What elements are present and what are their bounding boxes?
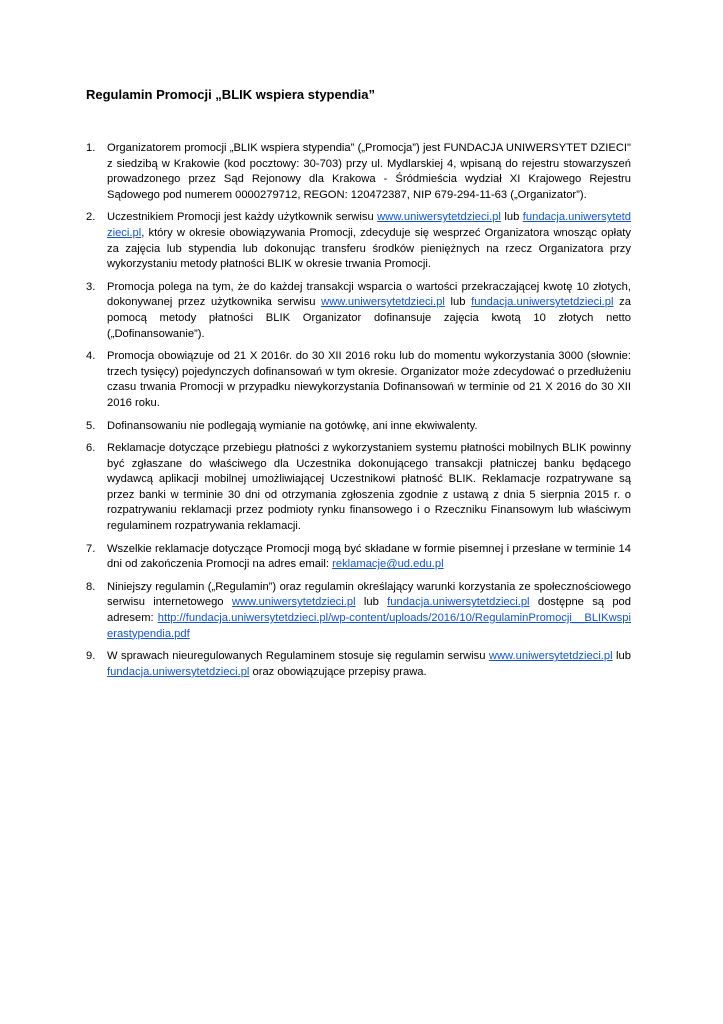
list-item-7 [86, 542, 631, 573]
item-number: 4. [86, 350, 96, 363]
link-fundacja[interactable]: fundacja.uniwersytetdzieci.pl [107, 211, 631, 239]
item-number: 8. [86, 580, 96, 593]
item-text: lub [500, 211, 523, 224]
item-text: za pomocą metody płatności BLIK Organizator dofinansuje zajęcia kwotą 10 złotych netto („Dofinansowanie”). [107, 296, 631, 340]
link-fundacja[interactable]: fundacja.uniwersytetdzieci.pl [471, 296, 614, 309]
link-uniwersytetdzieci[interactable]: www.uniwersytetdzieci.pl [321, 296, 445, 309]
item-text: Organizatorem promocji „BLIK wspiera stypendia” („Promocja”) jest FUNDACJA UNIWERSYTET DZIECI" z siedzibą w Krakowie (kod pocztowy: 30-703) przy ul. Mydlarskiej 4, wpisaną do rejestru stowarzyszeń prowadzonego przez Sąd Rejonowy dla Krakowa - Śródmieścia wydział XI Krajowego Rejestru Sądowego pod numerem 0000279712, REGON: 120472387, NIP 679-294-11-63 („Organizator”). [107, 142, 631, 201]
link-uniwersytetdzieci[interactable]: www.uniwersytetdzieci.pl [231, 596, 356, 609]
rules-list [86, 141, 631, 680]
list-item-8 [86, 580, 631, 642]
item-text: Dofinansowaniu nie podlegają wymianie na gotówkę, ani inne ekwiwalenty. [107, 419, 478, 432]
item-text: , który w okresie obowiązywania Promocji, zdecyduje się wesprzeć Organizatora wnosząc opłaty za zajęcia lub stypendia lub dokonując transferu środków pieniężnych na rzecz Organizatora przy wykorzystaniu metody płatności BLIK w okresie trwania Promocji. [107, 226, 631, 271]
item-number: 5. [86, 419, 96, 432]
item-number: 9. [86, 650, 96, 663]
link-uniwersytetdzieci[interactable]: www.uniwersytetdzieci.pl [488, 650, 613, 663]
item-number: 1. [86, 142, 96, 154]
link-fundacja[interactable]: fundacja.uniwersytetdzieci.pl [107, 665, 250, 678]
list-item-2 [86, 210, 631, 272]
item-text: oraz obowiązujące przepisy prawa. [249, 665, 427, 678]
list-item-1 [86, 141, 631, 203]
item-text: Promocja polega na tym, że do każdej transakcji wsparcia o wartości przekraczającej kwotę 10 złotych, dokonywanej przez użytkownika serwisu [107, 280, 631, 309]
list-item-4 [86, 349, 631, 411]
link-uniwersytetdzieci[interactable]: www.uniwersytetdzieci.pl [377, 211, 501, 224]
item-text: lub [444, 296, 472, 309]
item-text: dostępne są pod adresem: [107, 596, 632, 625]
page-title: Regulamin Promocji „BLIK wspiera stypendia” [86, 87, 375, 102]
link-fundacja[interactable]: fundacja.uniwersytetdzieci.pl [387, 596, 530, 609]
item-number: 7. [86, 542, 96, 555]
item-text: lub [612, 650, 631, 663]
list-item-9 [86, 649, 631, 680]
link-regulamin-pdf[interactable]: http://fundacja.uniwersytetdzieci.pl/wp-content/uploads/2016/10/RegulaminPromocji__BLIKwspierastypendia.pdf [107, 612, 631, 640]
item-text: Promocja obowiązuje od 21 X 2016r. do 30 XII 2016 roku lub do momentu wykorzystania 3000 (słownie: trzech tysięcy) pojedynczych dofinansowań w tym okresie. Organizator może zdecydować o przedłużeniu czasu trwania Promocji w przypadku niewykorzystania Dofinansowań w terminie od 21 X 2016 do 30 XII 2016 roku. [107, 350, 631, 409]
item-text: lub [355, 596, 388, 609]
list-item-3 [86, 280, 631, 342]
item-text: Reklamacje dotyczące przebiegu płatności z wykorzystaniem systemu płatności mobilnych BLIK powinny być zgłaszane do właściwego dla Uczestnika dokonującego transakcji płatniczej banku będącego wydawcą aplikacji mobilnej umożliwiającej Uczestnikowi płatność BLIK. Reklamacje rozpatrywane są przez banki w terminie 30 dni od otrzymania zgłoszenia zgodnie z ustawą z dnia 5 sierpnia 2015 r. o rozpatrywaniu reklamacji przez podmioty rynku finansowego i o Rzeczniku Finansowym lub właściwym regulaminem rozpatrywania reklamacji. [107, 442, 631, 533]
list-item-6 [86, 441, 631, 535]
item-text: Niniejszy regulamin („Regulamin”) oraz regulamin określający warunki korzystania ze społecznościowego serwisu internetowego [107, 580, 631, 609]
item-number: 2. [86, 211, 96, 224]
item-text: W sprawach nieuregulowanych Regulaminem stosuje się regulamin serwisu [107, 650, 489, 663]
item-text: Uczestnikiem Promocji jest każdy użytkownik serwisu [107, 211, 378, 224]
link-email-reklamacje[interactable]: reklamacje@ud.edu.pl [332, 558, 444, 571]
item-number: 6. [86, 442, 96, 455]
item-text: Wszelkie reklamacje dotyczące Promocji mogą być składane w formie pisemnej i przesłane w terminie 14 dni od zakończenia Promocji na adres email: [107, 542, 631, 571]
list-item-5 [86, 419, 631, 435]
item-number: 3. [86, 280, 96, 293]
